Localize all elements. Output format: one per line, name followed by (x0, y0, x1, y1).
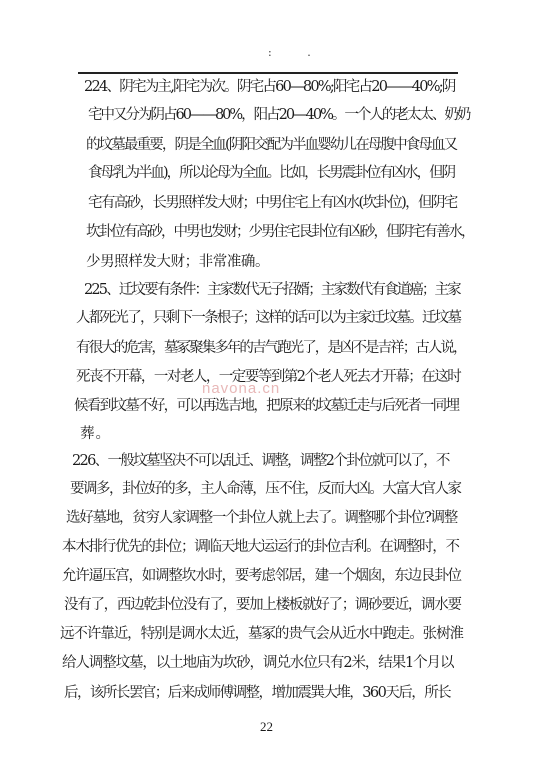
paragraph-224-line: 224、阴宅为主,阳宅为次。阴宅占60—80%;阳宅占20——40%;阴 (84, 79, 455, 95)
paragraph-226-line: 后，该所长罢官；后来成师傅调整，增加震巽大堆，360天后，所长 (64, 685, 451, 701)
paragraph-226-line: 要调多，卦位好的多，主人命薄，压不住，反而大凶。大富大官人家 (70, 481, 461, 497)
paragraph-225-line: 人都死光了，只剩下一条根子；这样的话可以为主家迁坟墓。迁坟墓 (76, 310, 461, 326)
paragraph-225-line: 候看到坟墓不好，可以再选吉地，把原来的坟墓迁走与后死者一同埋 (74, 398, 459, 414)
paragraph-224-line: 宅有高砂，长男照样发大财；中男住宅上有凶水(坎卦位)，但阴宅 (88, 195, 457, 211)
paragraph-226-line: 没有了，西边乾卦位没有了，要加上楼板就好了；调砂要近，调水要 (64, 597, 461, 613)
paragraph-226-line: 226、一般坟墓坚决不可以乱迁、调整，调整2个卦位就可以了，不 (72, 453, 449, 469)
paragraph-225-line: 225、迁坟要有条件：主家数代无子招婿；主家数代有食道癌；主家 (84, 282, 460, 298)
paragraph-224-line: 坎卦位有高砂，中男也发财；少男住宅艮卦位有凶砂，但阴宅有善水， (86, 224, 474, 240)
paragraph-224-line: 的坟墓最重要，阴是全血(阴阳交配为半血婴幼儿在母腹中食母血又 (86, 137, 457, 153)
header-rule (78, 72, 458, 74)
header-dots: : . (268, 46, 327, 59)
paragraph-226-line: 远不许靠近，特别是调水太近，墓冢的贵气会从近水中跑走。张树淮 (60, 626, 463, 642)
paragraph-225-line: 有很大的危害，墓冢聚集多年的吉气跑光了，是凶不是吉祥；古人说， (76, 340, 466, 356)
paragraph-225-line: 葬。 (80, 426, 111, 442)
page-number: 22 (260, 719, 273, 734)
paragraph-225-line: 死丧不开幕，一对老人，一定要等到第2个老人死去才开幕；在这时 (76, 369, 461, 385)
paragraph-226-line: 给人调整坟墓，以土地庙为坎砂，调兑水位只有2米，结果1个月以 (62, 655, 454, 671)
paragraph-224-line: 宅中又分为阴占60——80%，阳占20—40%。一个人的老太太、奶奶 (88, 107, 470, 123)
paragraph-226-line: 允许逼压宫，如调整坎水时，要考虑邻居，建一个烟囱，东边艮卦位 (62, 568, 461, 584)
paragraph-224-line: 少男照样发大财；非常准确。 (86, 254, 270, 270)
paragraph-226-line: 本木排行优先的卦位；调临天地大运运行的卦位吉利。在调整时，不 (62, 539, 459, 555)
watermark: navona.cn (202, 380, 281, 397)
paragraph-224-line: 食母乳为半血)，所以论母为全血。比如，长男震卦位有凶水，但阴 (88, 165, 455, 181)
paragraph-226-line: 选好墓地，贫穷人家调整一个卦位人就上去了。调整哪个卦位?调整 (66, 510, 458, 526)
